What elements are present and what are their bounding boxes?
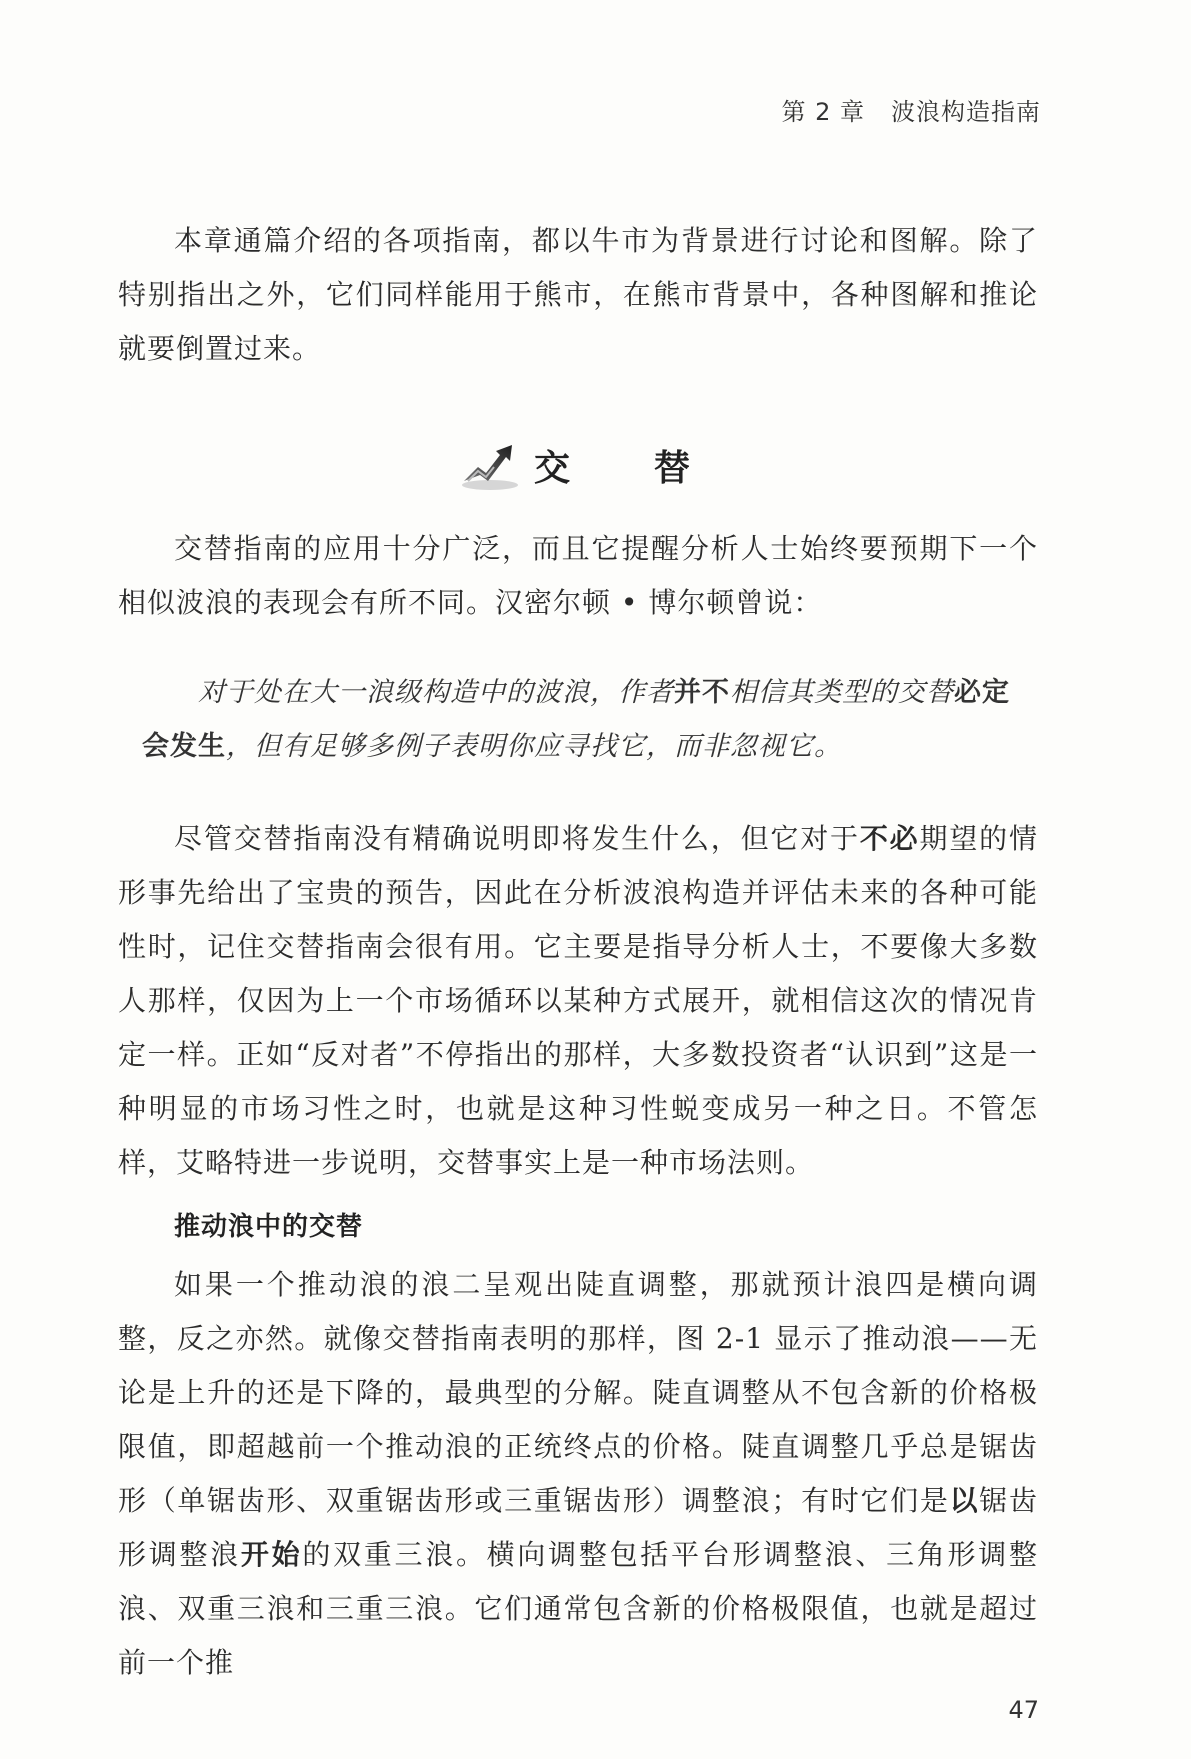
subheading: 推动浪中的交替 — [174, 1212, 364, 1242]
paragraph-impulse-alternation — [118, 1258, 1038, 1690]
intro-paragraph: 本章通篇介绍的各项指南，都以牛市为背景进行讨论和图解。除了特别指出之外，它们同样能用于熊市，在熊市背景中，各种图解和推论就要倒置过来。 — [118, 224, 1038, 365]
para3-emphasis-1: 以 — [949, 1484, 980, 1517]
para3-text-2: 锯齿形调整浪 — [118, 1484, 1038, 1571]
section-title: 交替 — [534, 447, 775, 489]
para3-emphasis-2: 开始 — [240, 1538, 303, 1571]
section-heading — [460, 430, 774, 500]
quote-text-2: 相信其类型的交替 — [730, 677, 954, 708]
para2-text-2: 期望的情形事先给出了宝贵的预告，因此在分析波浪构造并评估未来的各种可能性时，记住交替指南会很有用。它主要是指导分析人士，不要像大多数人那样，仅因为上一个市场循环以某种方式展开，就相信这次的情况肯定一样。正如“反对者”不停指出的那样，大多数投资者“认识到”这是一种明显的市场习性之时，也就是这种习性蜕变成另一种之日。不管怎样，艾略特进一步说明，交替事实上是一种市场法则。 — [118, 822, 1038, 1179]
block-quote — [142, 666, 1022, 774]
chapter-title: 波浪构造指南 — [891, 98, 1041, 126]
quote-emphasis-2: 必定会发生 — [142, 677, 1010, 762]
chapter-label: 第 2 章 — [781, 98, 865, 126]
page-number: 47 — [1008, 1696, 1039, 1724]
para3-text-3: 的双重三浪。横向调整包括平台形调整浪、三角形调整浪、双重三浪和三重三浪。它们通常包含新的价格极限值，也就是超过前一个推 — [118, 1538, 1038, 1679]
para2-emphasis: 不必 — [859, 822, 920, 855]
paragraph-alternation-guide — [118, 812, 1038, 1190]
upward-trend-arrow-icon — [460, 437, 524, 493]
quote-text-1: 对于处在大一浪级构造中的波浪，作者 — [198, 677, 674, 708]
para2-text-1: 尽管交替指南没有精确说明即将发生什么，但它对于 — [174, 822, 860, 855]
paragraph-alternation-intro: 交替指南的应用十分广泛，而且它提醒分析人士始终要预期下一个相似波浪的表现会有所不同。汉密尔顿 • 博尔顿曾说： — [118, 532, 1038, 619]
quote-text-3: ，但有足够多例子表明你应寻找它，而非忽视它。 — [226, 731, 842, 762]
quote-emphasis-1: 并不 — [674, 677, 730, 708]
running-header — [781, 92, 1041, 127]
para3-text-1: 如果一个推动浪的浪二呈观出陡直调整，那就预计浪四是横向调整，反之亦然。就像交替指南表明的那样，图 2-1 显示了推动浪——无论是上升的还是下降的，最典型的分解。陡直调整从不包含新的价格极限值，即超越前一个推动浪的正统终点的价格。陡直调整几乎总是锯齿形（单锯齿形、双重锯齿形或三重锯齿形）调整浪；有时它们是 — [118, 1268, 1038, 1517]
